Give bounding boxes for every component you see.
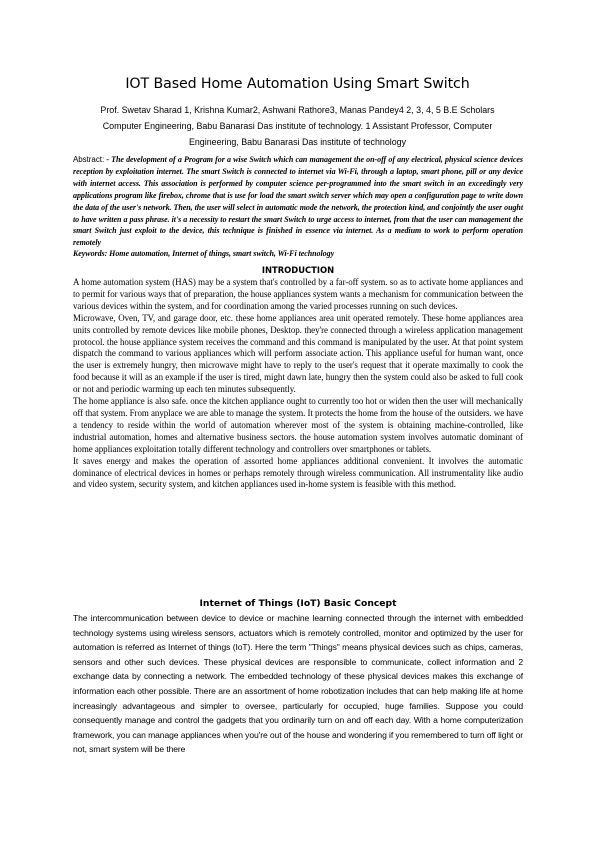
abstract-label: Abstract: bbox=[73, 155, 105, 164]
paragraph: The intercommunication between device to device or machine learning connected through the internet with embedded technology systems using wireless sensors, actuators which is remotely controlled, monitor and optimized by the user for automation is referred as Internet of things (IoT). Here the term "Things" means physical devices such as chips, cameras, sensors and other such devices. These physical devices are responsible to communicate, collect information and 2 exchange data by connecting a network. The embedded technology of these physical devices makes this exchange of information each other possible. There are an assortment of home robotization includes that can help making life at home increasingly advantageous and simpler to oversee, particularly for occupied, huge families. Suppose you could consequently manage and control the gadgets that you ordinarily turn on and off each day. With a home computerization framework, you can manage appliances when you're out of the house and wondering if you remembered to turn off light or not, smart system will be there bbox=[73, 613, 523, 755]
paragraph: Microwave, Oven, TV, and garage door, etc. these home appliances area unit operated remotely. These home appliances area units controlled by remote devices like mobile phones, Desktop. they're connected through a wireless application management protocol. the house appliance system receives the command and this command is manipulated by the user. At that point system dispatch the command to various appliances which will perform associate action. This appliance useful for human want, once the user is extremely hungry, then microwave might have to reply to the user's request that it operate maximally to cook the food because it will as an example if the user is tired, might dawn late, hungry then the system could also be asked to full cook or not and periodic warming up each ten minutes subsequently. bbox=[73, 312, 523, 395]
author-affiliations bbox=[68, 102, 527, 150]
paragraph: The home appliance is also safe. once the kitchen appliance ought to currently too hot or widen then the user will mechanically off that system. From anyplace we are able to manage the system. It protects the home from the house of the outsiders. we have a tendency to reside within the world of automation wherever most of the system is obtaining machine-controlled, like industrial automation, homes and alternative business sectors. the house automation system involves automatic dominant of home appliances exploitation totally different technology and controllers over smartphones or tablets. bbox=[73, 396, 523, 454]
author-line: Engineering, Babu Banarasi Das institute of technology bbox=[188, 137, 407, 147]
abstract bbox=[73, 154, 523, 249]
author-line: Computer Engineering, Babu Banarasi Das institute of technology. 1 Assistant Professor, Computer bbox=[102, 121, 493, 131]
author-line: Prof. Swetav Sharad 1, Krishna Kumar2, Ashwani Rathore3, Manas Pandey4 2, 3, 4, 5 B.E Scholars bbox=[100, 105, 495, 115]
introduction-heading: INTRODUCTION bbox=[261, 265, 335, 275]
iot-body bbox=[73, 611, 523, 757]
iot-heading: Internet of Things (IoT) Basic Concept bbox=[199, 598, 397, 609]
keywords: Keywords: Home automation, Internet of things, smart switch, Wi-Fi technology bbox=[73, 249, 335, 258]
paragraph: A home automation system (HAS) may be a system that's controlled by a far-off system. so as to activate home appliances and to permit for various ways that of preparation, the house appliances system wants a mechanism for communication between the various devices within the system, and for coordination among the varied processes running on such devices. bbox=[73, 277, 523, 311]
abstract-text: - The development of a Program for a wise Switch which can management the on-off of any electrical, physical science devices reception by exploitation internet. The smart Switch is connected to internet via Wi-Fi, through a laptop, smart phone, pill or any device with internet access. This association is performed by computer science per-programmed into the smart switch in an exceedingly very applications program like firebox, chrome that is use for load the smart switch server which may open a configuration page to write down the data of the user's network. Then, the user will select in automatic mode the network, the protection kind, and conjointly the user ought to have written a pass phrase. it's a necessity to restart the smart Switch to urge access to internet, from that the user can management the smart Switch just exploit to the device, this technique is finished in essence via internet. As a medium to work to perform operation remotely bbox=[73, 155, 523, 248]
introduction-body bbox=[73, 277, 523, 491]
paragraph: It saves energy and makes the operation of assorted home appliances additional convenient. It involves the automatic dominance of electrical devices in homes or perhaps remotely through wireless communication. All instrumentality like audio and video system, security system, and kitchen appliances used in-home system is feasible with this method. bbox=[73, 455, 523, 490]
paper-title: IOT Based Home Automation Using Smart Switch bbox=[125, 76, 470, 92]
